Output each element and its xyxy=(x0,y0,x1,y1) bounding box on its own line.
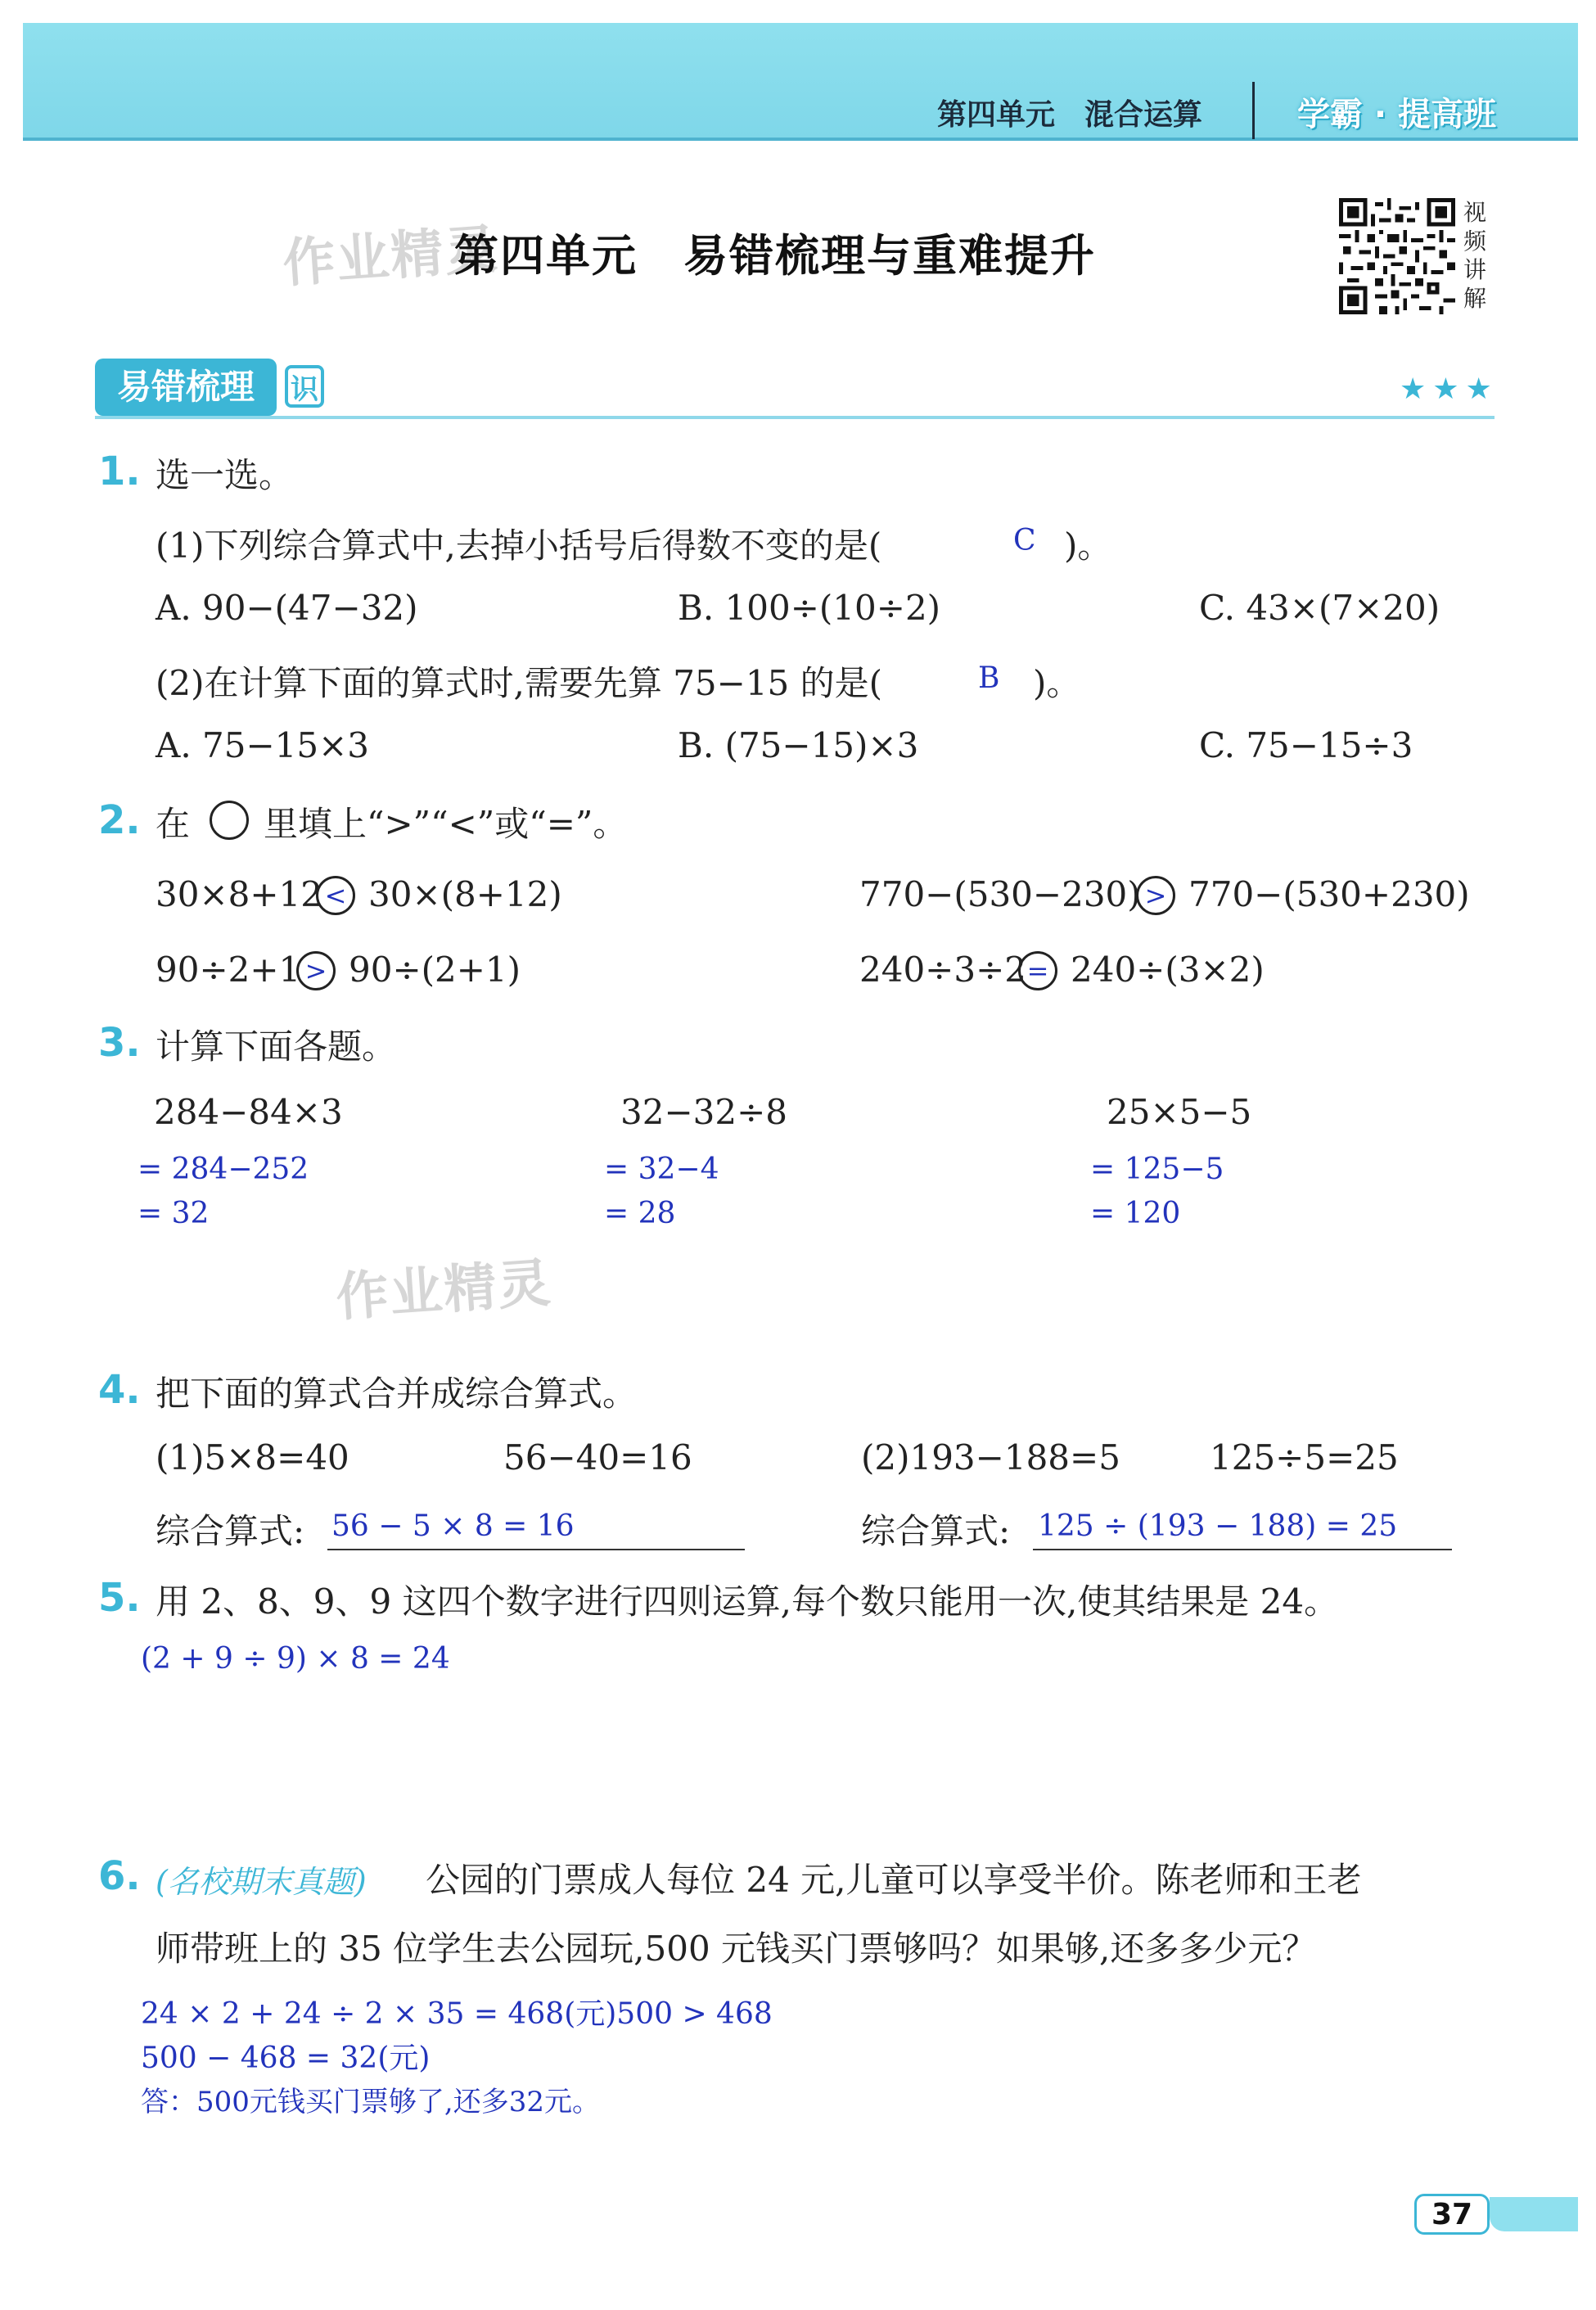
question-text: 公园的门票成人每位 24 元,儿童可以享受半价。陈老师和王老 xyxy=(426,1860,1362,1900)
page-title: 第四单元 易错梳理与重难提升 xyxy=(454,230,1096,282)
bracket-close: )。 xyxy=(1064,526,1112,566)
question-stem: 计算下面各题。 xyxy=(156,1026,397,1067)
given-equation: 125÷5=25 xyxy=(1210,1437,1399,1478)
answer-underline xyxy=(1033,1549,1452,1550)
answer-choice: C xyxy=(1013,524,1036,557)
compare-right: 30×(8+12) xyxy=(368,874,562,914)
calc-expression: 284−84×3 xyxy=(154,1092,343,1132)
answer-text: 500 − 468 = 32(元) xyxy=(141,2042,431,2075)
difficulty-stars-icon: ★★★ xyxy=(1400,372,1499,406)
calc-step: = 28 xyxy=(604,1197,676,1230)
question-stem: 选一选。 xyxy=(156,455,294,495)
page-number: 37 xyxy=(1414,2194,1490,2235)
question-number: 6. xyxy=(98,1853,141,1899)
combined-label: 综合算式: xyxy=(156,1511,305,1551)
compare-sign: < xyxy=(316,876,355,915)
answer-text: 答：500元钱买门票够了,还多32元。 xyxy=(141,2086,600,2118)
option-c: C. 43×(7×20) xyxy=(1199,588,1440,628)
answer-choice: B xyxy=(978,661,1000,695)
section-badge: 易错梳理 xyxy=(95,359,277,416)
calc-expression: 25×5−5 xyxy=(1107,1092,1252,1132)
option-b: B. (75−15)×3 xyxy=(678,725,919,765)
option-c: C. 75−15÷3 xyxy=(1199,725,1413,765)
compare-right: 770−(530+230) xyxy=(1188,874,1470,914)
option-b: B. 100÷(10÷2) xyxy=(678,588,941,628)
question-number: 5. xyxy=(98,1575,141,1621)
given-equation: (2)193−188=5 xyxy=(861,1437,1120,1478)
option-a: A. 90−(47−32) xyxy=(156,588,418,628)
compare-left: 240÷3÷2 xyxy=(859,950,1026,990)
calc-step: = 32 xyxy=(138,1197,210,1230)
header-unit-title: 第四单元 混合运算 xyxy=(937,98,1203,132)
calc-step: = 284−252 xyxy=(138,1153,309,1186)
combined-answer: 125 ÷ (193 − 188) = 25 xyxy=(1038,1509,1398,1543)
answer-text: (2 + 9 ÷ 9) × 8 = 24 xyxy=(141,1642,450,1676)
calc-step: = 125−5 xyxy=(1090,1153,1224,1186)
compare-right: 90÷(2+1) xyxy=(349,950,521,990)
compare-left: 90÷2+1 xyxy=(156,950,301,990)
compare-right: 240÷(3×2) xyxy=(1071,950,1265,990)
combined-label: 综合算式: xyxy=(861,1511,1011,1551)
combined-answer: 56 − 5 × 8 = 16 xyxy=(331,1509,575,1543)
answer-text: 24 × 2 + 24 ÷ 2 × 35 = 468(元)500 > 468 xyxy=(141,1997,773,2031)
page-tab xyxy=(1490,2197,1578,2231)
compare-sign: > xyxy=(296,951,336,990)
header-brand: 学霸 · 提高班 xyxy=(1297,96,1497,133)
watermark: 作业精灵 xyxy=(334,1252,554,1329)
given-equation: (1)5×8=40 xyxy=(156,1437,349,1478)
option-a: A. 75−15×3 xyxy=(156,725,370,765)
given-equation: 56−40=16 xyxy=(503,1437,692,1478)
bracket-close: )。 xyxy=(1033,663,1081,703)
compare-sign: = xyxy=(1018,951,1057,990)
calc-step: = 120 xyxy=(1090,1197,1181,1230)
section-badge-icon: 识 xyxy=(285,365,324,408)
question-number: 1. xyxy=(98,449,141,494)
calc-step: = 32−4 xyxy=(604,1153,719,1186)
qr-caption: 视频讲解 xyxy=(1463,199,1487,312)
question-text: 师带班上的 35 位学生去公园玩,500 元钱买门票够吗？如果够,还多多少元？ xyxy=(156,1929,1317,1969)
question-part-text: (2)在计算下面的算式时,需要先算 75−15 的是( xyxy=(156,663,883,703)
question-part-text: (1)下列综合算式中,去掉小括号后得数不变的是( xyxy=(156,526,882,566)
compare-left: 30×8+12 xyxy=(156,874,322,914)
question-stem: 在 xyxy=(156,804,191,844)
header-divider xyxy=(1252,82,1255,139)
question-number: 4. xyxy=(98,1367,141,1413)
question-stem: 里填上“>”“<”或“=”。 xyxy=(264,804,628,844)
question-number: 3. xyxy=(98,1020,141,1066)
question-source-tag: (名校期末真题) xyxy=(156,1864,367,1900)
compare-sign: > xyxy=(1136,876,1175,915)
calc-expression: 32−32÷8 xyxy=(620,1092,787,1132)
answer-underline xyxy=(327,1549,745,1550)
question-number: 2. xyxy=(98,797,141,843)
circle-blank-icon xyxy=(210,801,249,840)
watermark: 作业精灵 xyxy=(281,219,501,296)
qr-code-icon[interactable] xyxy=(1339,198,1455,314)
question-stem: 用 2、8、9、9 这四个数字进行四则运算,每个数只能用一次,使其结果是 24。 xyxy=(156,1581,1339,1622)
question-stem: 把下面的算式合并成综合算式。 xyxy=(156,1374,638,1414)
compare-left: 770−(530−230) xyxy=(859,874,1141,914)
section-divider xyxy=(95,416,1495,419)
